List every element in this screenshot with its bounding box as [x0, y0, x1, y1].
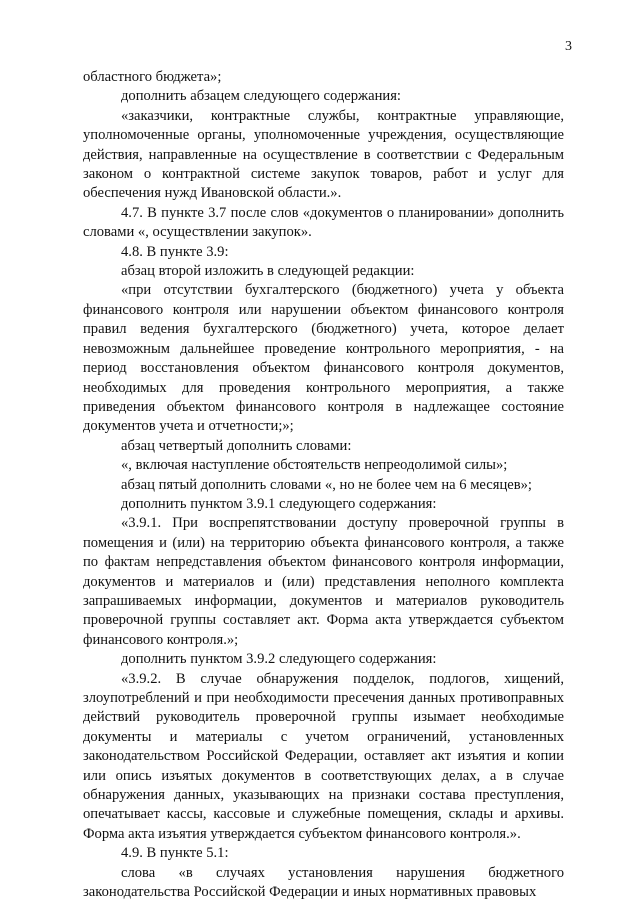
- paragraph-11: дополнить пунктом 3.9.1 следующего содержания:: [121, 495, 437, 512]
- paragraph-7: «при отсутствии бухгалтерского (бюджетного) учета у объекта финансового контроля или нарушении объектом финансового контроля правил ведения бухгалтерского (бюджетного) учета, которое делает невозможным дальнейшее проведение контрольного мероприятия, - на период восстановления объектом финансового контроля документов, необходимых для проведения контрольного мероприятия, а также приведения объектом финансового контроля в надлежащее состояние документов учета и отчетности;»;: [83, 282, 564, 435]
- page-number: 3: [565, 39, 572, 54]
- paragraph-10: абзац пятый дополнить словами «, но не более чем на 6 месяцев»;: [121, 476, 532, 493]
- paragraph-2: дополнить абзацем следующего содержания:: [121, 88, 401, 105]
- paragraph-6: абзац второй изложить в следующей редакции:: [121, 263, 415, 280]
- paragraph-4: 4.7. В пункте 3.7 после слов «документов о планировании» дополнить словами «, осуществлении закупок».: [83, 204, 564, 241]
- paragraph-9: «, включая наступление обстоятельств непреодолимой силы»;: [121, 457, 508, 474]
- paragraph-16: слова «в случаях установления нарушения бюджетного законодательства Российской Федерации и иных нормативных правовых: [83, 864, 564, 901]
- paragraph-13: дополнить пунктом 3.9.2 следующего содержания:: [121, 651, 437, 668]
- paragraph-12: «3.9.1. При воспрепятствовании доступу проверочной группы в помещения и (или) на территорию объекта финансового контроля, а также по фактам непредставления объектом финансового контроля информации, документов и материалов и (или) представления неполного комплекта запрашиваемых информации, документов и материалов руководитель проверочной группы составляет акт. Форма акта утверждается субъектом финансового контроля.»;: [83, 515, 564, 648]
- document-body: [83, 68, 564, 902]
- paragraph-8: абзац четвертый дополнить словами:: [121, 437, 352, 454]
- paragraph-3: «заказчики, контрактные службы, контрактные управляющие, уполномоченные органы, уполномоченные учреждения, осуществляющие действия, направленные на осуществление в соответствии с Федеральным законом о контрактной системе закупок товаров, работ и услуг для обеспечения нужд Ивановской области.».: [83, 107, 564, 202]
- paragraph-5: 4.8. В пункте 3.9:: [121, 243, 229, 260]
- paragraph-14: «3.9.2. В случае обнаружения подделок, подлогов, хищений, злоупотреблений и при необходимости пресечения данных противоправных действий руководитель проверочной группы изымает необходимые документы и материалы с учетом ограничений, установленных законодательством Российской Федерации, оставляет акт изъятия и копии или опись изъятых документов в соответствующих делах, а в случае обнаружения данных, указывающих на признаки состава преступления, опечатывает кассы, кассовые и служебные помещения, склады и архивы. Форма акта изъятия утверждается субъектом финансового контроля.».: [83, 670, 564, 842]
- paragraph-1: областного бюджета»;: [83, 69, 222, 85]
- paragraph-15: 4.9. В пункте 5.1:: [121, 845, 229, 862]
